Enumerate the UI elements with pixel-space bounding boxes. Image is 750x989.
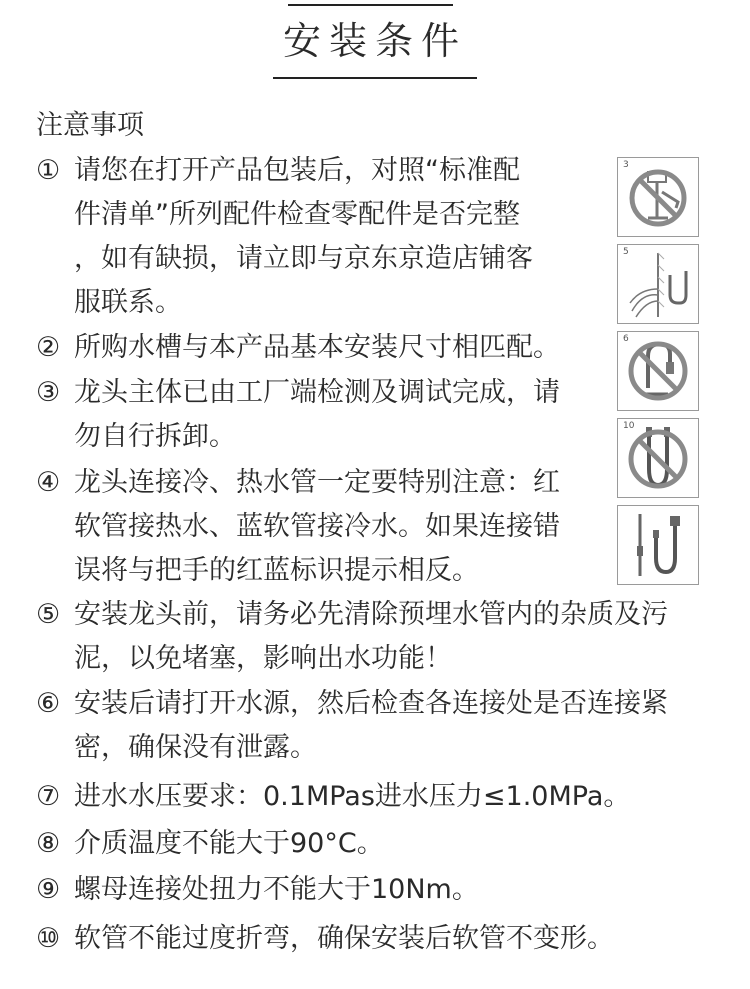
item-number: ③ [36, 377, 61, 408]
item-line: ，如有缺损，请立即与京东京造店铺客 [74, 243, 533, 274]
item-line: 螺母连接处扭力不能大于10Nm。 [74, 874, 479, 905]
list-item-1 [36, 149, 520, 193]
pipe-flush-icon: 5 [617, 244, 699, 324]
item-line: 勿自行拆卸。 [74, 421, 236, 452]
item-line: 龙头主体已由工厂端检测及调试完成，请 [74, 377, 560, 408]
hose-connection-icon [617, 505, 699, 585]
item-number: ⑧ [36, 828, 61, 859]
list-item-8 [36, 822, 384, 866]
item-number: ① [36, 155, 61, 186]
illustration-column [617, 157, 699, 592]
item-line: 安装龙头前，请务必先清除预埋水管内的杂质及污 [74, 599, 668, 630]
list-item-10 [36, 917, 614, 961]
item-number: ⑤ [36, 599, 61, 630]
list-item-2 [36, 326, 560, 370]
no-pull-hose-icon: 6 [617, 331, 699, 411]
item-line: 软管不能过度折弯，确保安装后软管不变形。 [74, 923, 614, 954]
item-line: 请您在打开产品包装后，对照“标准配 [74, 155, 520, 186]
list-item-6 [36, 682, 668, 726]
list-item-9 [36, 868, 479, 912]
list-item-3 [36, 371, 560, 415]
section-title: 注意事项 [36, 110, 144, 141]
item-line: 泥，以免堵塞，影响出水功能！ [74, 643, 452, 674]
item-number: ⑨ [36, 874, 61, 905]
item-number: ⑦ [36, 781, 61, 812]
item-line: 软管接热水、蓝软管接冷水。如果连接错 [74, 511, 560, 542]
item-line: 安装后请打开水源，然后检查各连接处是否连接紧 [74, 688, 668, 719]
list-item-4 [36, 461, 560, 505]
item-number: ⑩ [36, 923, 61, 954]
item-number: ④ [36, 467, 61, 498]
item-line: 件清单”所列配件检查零配件是否完整 [74, 199, 520, 230]
item-line: 进水水压要求：0.1MPas进水压力≤1.0MPa。 [74, 781, 631, 812]
item-line: 龙头连接冷、热水管一定要特别注意：红 [74, 467, 560, 498]
no-disassemble-faucet-icon: 3 [617, 157, 699, 237]
page-title: 安装条件 [273, 6, 477, 79]
item-line: 所购水槽与本产品基本安装尺寸相匹配。 [74, 332, 560, 363]
item-line: 误将与把手的红蓝标识提示相反。 [74, 555, 479, 586]
title-container [0, 0, 750, 79]
item-number: ② [36, 332, 61, 363]
item-line: 介质温度不能大于90°C。 [74, 828, 384, 859]
list-item-7 [36, 775, 630, 819]
item-number: ⑥ [36, 688, 61, 719]
item-line: 密，确保没有泄露。 [74, 732, 317, 763]
no-bend-hose-icon: 10 [617, 418, 699, 498]
item-line: 服联系。 [74, 287, 182, 318]
list-item-5 [36, 593, 668, 637]
